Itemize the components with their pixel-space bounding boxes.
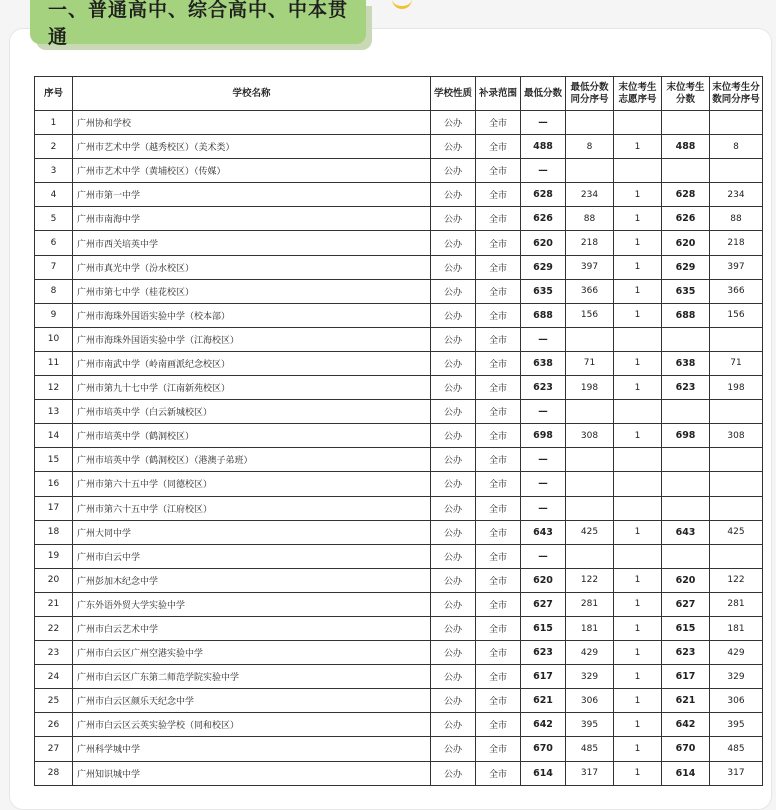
col-last-score-rank-cell <box>710 448 763 472</box>
col-last-choice-cell: 1 <box>614 713 662 737</box>
col-index-cell: 17 <box>35 496 73 520</box>
col-min-score-cell: — <box>521 544 566 568</box>
col-school-name-cell: 广州市白云艺术中学 <box>73 616 431 640</box>
col-last-choice-cell: 1 <box>614 376 662 400</box>
col-index-cell: 8 <box>35 279 73 303</box>
col-last-choice-cell: 1 <box>614 279 662 303</box>
col-min-score-rank-cell: 181 <box>566 616 614 640</box>
col-index-cell: 5 <box>35 207 73 231</box>
col-min-score-cell: 638 <box>521 351 566 375</box>
col-index-cell: 7 <box>35 255 73 279</box>
col-last-choice-cell <box>614 400 662 424</box>
col-school-name-cell: 广州市白云区颜乐天纪念中学 <box>73 689 431 713</box>
col-min-score-rank-cell: 317 <box>566 761 614 785</box>
col-school-type-cell: 公办 <box>431 327 476 351</box>
col-school-type-cell: 公办 <box>431 135 476 159</box>
col-last-score-cell <box>662 496 710 520</box>
col-last-choice-cell: 1 <box>614 641 662 665</box>
table-row <box>35 592 763 616</box>
col-min-score-cell: — <box>521 496 566 520</box>
col-range-cell: 全市 <box>476 207 521 231</box>
col-school-name-cell: 广州彭加木纪念中学 <box>73 568 431 592</box>
table-row <box>35 568 763 592</box>
col-min-score-rank-cell: 485 <box>566 737 614 761</box>
col-min-score-rank-cell: 88 <box>566 207 614 231</box>
table-header <box>35 77 763 111</box>
col-min-score-cell: — <box>521 472 566 496</box>
col-min-score-cell: 488 <box>521 135 566 159</box>
col-last-choice-cell: 1 <box>614 231 662 255</box>
col-school-name-cell: 广州市海珠外国语实验中学（校本部） <box>73 303 431 327</box>
col-index-cell: 19 <box>35 544 73 568</box>
col-index-cell: 28 <box>35 761 73 785</box>
col-school-type-cell: 公办 <box>431 207 476 231</box>
col-min-score-cell: 629 <box>521 255 566 279</box>
col-min-score-rank-cell: 306 <box>566 689 614 713</box>
col-min-score-rank-cell: 425 <box>566 520 614 544</box>
col-min-score-rank-cell <box>566 496 614 520</box>
col-last-score-cell: 629 <box>662 255 710 279</box>
col-range-cell: 全市 <box>476 568 521 592</box>
col-index-cell: 15 <box>35 448 73 472</box>
col-school-type-cell: 公办 <box>431 303 476 327</box>
table-row <box>35 183 763 207</box>
col-range-cell: 全市 <box>476 737 521 761</box>
col-school-name-header: 学校名称 <box>73 77 431 111</box>
col-min-score-cell: 635 <box>521 279 566 303</box>
col-last-score-rank-cell <box>710 159 763 183</box>
col-min-score-cell: 623 <box>521 376 566 400</box>
col-range-cell: 全市 <box>476 376 521 400</box>
col-range-cell: 全市 <box>476 255 521 279</box>
col-range-header: 补录范围 <box>476 77 521 111</box>
col-min-score-rank-cell <box>566 472 614 496</box>
col-index-cell: 4 <box>35 183 73 207</box>
col-last-score-cell: 627 <box>662 592 710 616</box>
col-range-cell: 全市 <box>476 761 521 785</box>
col-last-score-rank-cell <box>710 544 763 568</box>
col-school-type-cell: 公办 <box>431 568 476 592</box>
table-row <box>35 665 763 689</box>
col-range-cell: 全市 <box>476 424 521 448</box>
col-school-type-cell: 公办 <box>431 472 476 496</box>
col-last-score-rank-cell: 8 <box>710 135 763 159</box>
table-row <box>35 641 763 665</box>
col-min-score-rank-header: 最低分数同分序号 <box>566 77 614 111</box>
col-last-score-rank-cell: 218 <box>710 231 763 255</box>
col-min-score-rank-cell: 429 <box>566 641 614 665</box>
col-last-score-cell: 643 <box>662 520 710 544</box>
col-last-choice-cell: 1 <box>614 616 662 640</box>
col-last-score-rank-cell: 366 <box>710 279 763 303</box>
col-range-cell: 全市 <box>476 689 521 713</box>
col-last-score-rank-cell: 71 <box>710 351 763 375</box>
col-min-score-cell: 626 <box>521 207 566 231</box>
col-last-choice-cell: 1 <box>614 255 662 279</box>
col-school-name-cell: 广州市白云区广州空港实验中学 <box>73 641 431 665</box>
col-min-score-rank-cell <box>566 159 614 183</box>
col-min-score-cell: 614 <box>521 761 566 785</box>
table-row <box>35 327 763 351</box>
col-school-name-cell: 广州知识城中学 <box>73 761 431 785</box>
col-school-name-cell: 广州市第七中学（桂花校区） <box>73 279 431 303</box>
table-row <box>35 689 763 713</box>
col-last-choice-cell <box>614 111 662 135</box>
col-school-name-cell: 广州市白云区云英实验学校（同和校区） <box>73 713 431 737</box>
table-row <box>35 159 763 183</box>
col-index-cell: 26 <box>35 713 73 737</box>
table-row <box>35 135 763 159</box>
col-last-choice-cell: 1 <box>614 761 662 785</box>
col-school-type-cell: 公办 <box>431 641 476 665</box>
col-last-score-cell: 614 <box>662 761 710 785</box>
col-last-choice-header: 末位考生志愿序号 <box>614 77 662 111</box>
col-school-type-cell: 公办 <box>431 424 476 448</box>
table-row <box>35 400 763 424</box>
table-row <box>35 303 763 327</box>
col-last-score-cell <box>662 159 710 183</box>
table-row <box>35 761 763 785</box>
table-row <box>35 737 763 761</box>
col-school-type-cell: 公办 <box>431 616 476 640</box>
col-last-score-cell: 620 <box>662 231 710 255</box>
col-last-choice-cell: 1 <box>614 424 662 448</box>
decorative-swoosh <box>392 0 412 9</box>
col-school-name-cell: 广州市第六十五中学（同德校区） <box>73 472 431 496</box>
col-school-name-cell: 广州市培英中学（白云新城校区） <box>73 400 431 424</box>
col-last-choice-cell <box>614 472 662 496</box>
table-row <box>35 544 763 568</box>
col-range-cell: 全市 <box>476 231 521 255</box>
col-min-score-cell: 617 <box>521 665 566 689</box>
col-school-type-cell: 公办 <box>431 376 476 400</box>
col-min-score-rank-cell: 122 <box>566 568 614 592</box>
col-last-score-cell: 623 <box>662 641 710 665</box>
col-last-score-rank-cell <box>710 472 763 496</box>
col-last-score-cell: 642 <box>662 713 710 737</box>
col-last-score-cell: 638 <box>662 351 710 375</box>
col-range-cell: 全市 <box>476 159 521 183</box>
col-index-cell: 9 <box>35 303 73 327</box>
col-school-type-cell: 公办 <box>431 665 476 689</box>
col-index-cell: 3 <box>35 159 73 183</box>
col-last-score-cell: 635 <box>662 279 710 303</box>
col-index-cell: 13 <box>35 400 73 424</box>
col-school-name-cell: 广州市白云中学 <box>73 544 431 568</box>
col-last-choice-cell: 1 <box>614 689 662 713</box>
table-row <box>35 496 763 520</box>
col-last-choice-cell <box>614 448 662 472</box>
col-last-score-cell: 698 <box>662 424 710 448</box>
col-last-score-rank-cell <box>710 496 763 520</box>
col-school-type-cell: 公办 <box>431 183 476 207</box>
col-last-score-cell <box>662 544 710 568</box>
col-school-name-cell: 广州市白云区广东第二师范学院实验中学 <box>73 665 431 689</box>
col-last-score-rank-cell: 181 <box>710 616 763 640</box>
col-last-score-rank-cell: 122 <box>710 568 763 592</box>
col-min-score-rank-cell: 397 <box>566 255 614 279</box>
col-school-type-cell: 公办 <box>431 231 476 255</box>
col-min-score-cell: 623 <box>521 641 566 665</box>
col-index-cell: 11 <box>35 351 73 375</box>
table-row <box>35 111 763 135</box>
col-index-cell: 6 <box>35 231 73 255</box>
col-last-score-cell: 620 <box>662 568 710 592</box>
col-school-name-cell: 广州大同中学 <box>73 520 431 544</box>
col-min-score-cell: 628 <box>521 183 566 207</box>
col-min-score-cell: — <box>521 111 566 135</box>
col-range-cell: 全市 <box>476 520 521 544</box>
table-row <box>35 207 763 231</box>
col-min-score-rank-cell <box>566 400 614 424</box>
col-range-cell: 全市 <box>476 641 521 665</box>
col-last-score-rank-cell: 425 <box>710 520 763 544</box>
col-last-score-cell <box>662 472 710 496</box>
col-last-choice-cell: 1 <box>614 207 662 231</box>
admission-table <box>34 76 763 786</box>
col-min-score-rank-cell <box>566 544 614 568</box>
col-last-score-rank-cell: 234 <box>710 183 763 207</box>
col-index-cell: 18 <box>35 520 73 544</box>
col-last-score-rank-cell: 485 <box>710 737 763 761</box>
table-row <box>35 351 763 375</box>
col-index-cell: 22 <box>35 616 73 640</box>
col-last-score-rank-cell: 88 <box>710 207 763 231</box>
col-school-type-cell: 公办 <box>431 351 476 375</box>
col-last-choice-cell: 1 <box>614 351 662 375</box>
col-last-score-cell <box>662 400 710 424</box>
col-last-choice-cell <box>614 159 662 183</box>
col-school-type-cell: 公办 <box>431 689 476 713</box>
col-last-choice-cell: 1 <box>614 592 662 616</box>
col-last-score-cell: 621 <box>662 689 710 713</box>
col-min-score-rank-cell: 8 <box>566 135 614 159</box>
col-school-name-cell: 广州市第六十五中学（江府校区） <box>73 496 431 520</box>
col-min-score-cell: 620 <box>521 231 566 255</box>
col-last-score-rank-cell: 281 <box>710 592 763 616</box>
col-school-type-cell: 公办 <box>431 159 476 183</box>
col-last-score-rank-cell: 308 <box>710 424 763 448</box>
col-index-cell: 24 <box>35 665 73 689</box>
col-last-score-rank-header: 末位考生分数同分序号 <box>710 77 763 111</box>
col-last-choice-cell: 1 <box>614 568 662 592</box>
col-school-name-cell: 广州市南海中学 <box>73 207 431 231</box>
col-school-type-cell: 公办 <box>431 544 476 568</box>
col-index-cell: 2 <box>35 135 73 159</box>
col-last-choice-cell: 1 <box>614 303 662 327</box>
col-last-score-cell: 623 <box>662 376 710 400</box>
col-last-score-rank-cell <box>710 111 763 135</box>
col-range-cell: 全市 <box>476 472 521 496</box>
col-min-score-rank-cell: 218 <box>566 231 614 255</box>
col-school-name-cell: 广州科学城中学 <box>73 737 431 761</box>
col-min-score-cell: — <box>521 327 566 351</box>
col-school-name-cell: 广州市南武中学（岭南画派纪念校区） <box>73 351 431 375</box>
col-index-cell: 23 <box>35 641 73 665</box>
col-min-score-cell: — <box>521 159 566 183</box>
table-row <box>35 713 763 737</box>
col-min-score-cell: 627 <box>521 592 566 616</box>
col-last-choice-cell: 1 <box>614 183 662 207</box>
col-min-score-rank-cell <box>566 448 614 472</box>
col-range-cell: 全市 <box>476 111 521 135</box>
col-last-score-cell: 626 <box>662 207 710 231</box>
col-range-cell: 全市 <box>476 183 521 207</box>
col-school-type-cell: 公办 <box>431 279 476 303</box>
col-index-cell: 12 <box>35 376 73 400</box>
col-min-score-cell: 670 <box>521 737 566 761</box>
table-row <box>35 448 763 472</box>
col-range-cell: 全市 <box>476 327 521 351</box>
col-school-name-cell: 广东外语外贸大学实验中学 <box>73 592 431 616</box>
col-last-score-rank-cell: 429 <box>710 641 763 665</box>
col-index-cell: 14 <box>35 424 73 448</box>
table-row <box>35 279 763 303</box>
col-last-score-cell: 670 <box>662 737 710 761</box>
col-school-type-cell: 公办 <box>431 737 476 761</box>
col-last-choice-cell: 1 <box>614 737 662 761</box>
col-min-score-header: 最低分数 <box>521 77 566 111</box>
col-last-score-cell <box>662 111 710 135</box>
col-school-type-cell: 公办 <box>431 761 476 785</box>
col-range-cell: 全市 <box>476 303 521 327</box>
col-last-score-cell: 488 <box>662 135 710 159</box>
col-last-score-rank-cell: 198 <box>710 376 763 400</box>
col-last-score-rank-cell: 317 <box>710 761 763 785</box>
col-min-score-rank-cell: 395 <box>566 713 614 737</box>
col-school-name-cell: 广州市第九十七中学（江南新苑校区） <box>73 376 431 400</box>
col-range-cell: 全市 <box>476 351 521 375</box>
col-last-score-rank-cell: 156 <box>710 303 763 327</box>
banner-bar <box>30 0 366 48</box>
col-school-type-cell: 公办 <box>431 111 476 135</box>
table-row <box>35 616 763 640</box>
col-min-score-cell: 688 <box>521 303 566 327</box>
col-range-cell: 全市 <box>476 496 521 520</box>
col-school-name-cell: 广州市培英中学（鹤洞校区）（港澳子弟班） <box>73 448 431 472</box>
col-last-score-cell <box>662 448 710 472</box>
col-index-cell: 27 <box>35 737 73 761</box>
table-row <box>35 424 763 448</box>
table-row <box>35 255 763 279</box>
col-min-score-rank-cell: 71 <box>566 351 614 375</box>
col-min-score-cell: 698 <box>521 424 566 448</box>
col-last-score-rank-cell: 395 <box>710 713 763 737</box>
col-school-type-cell: 公办 <box>431 520 476 544</box>
col-min-score-rank-cell: 329 <box>566 665 614 689</box>
table-row <box>35 472 763 496</box>
col-index-header: 序号 <box>35 77 73 111</box>
col-last-score-cell <box>662 327 710 351</box>
col-min-score-cell: 621 <box>521 689 566 713</box>
col-last-choice-cell: 1 <box>614 520 662 544</box>
table-row <box>35 520 763 544</box>
col-school-name-cell: 广州市海珠外国语实验中学（江海校区） <box>73 327 431 351</box>
col-min-score-rank-cell <box>566 111 614 135</box>
col-range-cell: 全市 <box>476 279 521 303</box>
col-range-cell: 全市 <box>476 135 521 159</box>
col-last-score-cell: 628 <box>662 183 710 207</box>
col-range-cell: 全市 <box>476 592 521 616</box>
col-school-name-cell: 广州市西关培英中学 <box>73 231 431 255</box>
col-min-score-rank-cell: 308 <box>566 424 614 448</box>
col-range-cell: 全市 <box>476 616 521 640</box>
col-range-cell: 全市 <box>476 665 521 689</box>
col-school-type-cell: 公办 <box>431 448 476 472</box>
col-min-score-cell: — <box>521 448 566 472</box>
col-range-cell: 全市 <box>476 448 521 472</box>
col-min-score-rank-cell: 234 <box>566 183 614 207</box>
col-min-score-rank-cell <box>566 327 614 351</box>
col-last-choice-cell: 1 <box>614 135 662 159</box>
col-school-name-cell: 广州市艺术中学（黄埔校区）（传媒） <box>73 159 431 183</box>
col-last-choice-cell <box>614 544 662 568</box>
col-last-score-rank-cell <box>710 327 763 351</box>
col-school-name-cell: 广州市艺术中学（越秀校区）（美术类） <box>73 135 431 159</box>
col-range-cell: 全市 <box>476 544 521 568</box>
col-range-cell: 全市 <box>476 400 521 424</box>
col-last-score-rank-cell <box>710 400 763 424</box>
col-last-score-cell: 615 <box>662 616 710 640</box>
col-index-cell: 21 <box>35 592 73 616</box>
col-last-score-rank-cell: 306 <box>710 689 763 713</box>
table-row <box>35 231 763 255</box>
col-last-choice-cell: 1 <box>614 665 662 689</box>
col-school-name-cell: 广州市真光中学（汾水校区） <box>73 255 431 279</box>
col-last-score-rank-cell: 397 <box>710 255 763 279</box>
col-min-score-cell: 615 <box>521 616 566 640</box>
col-school-type-cell: 公办 <box>431 255 476 279</box>
col-range-cell: 全市 <box>476 713 521 737</box>
col-last-choice-cell <box>614 496 662 520</box>
col-last-choice-cell <box>614 327 662 351</box>
col-school-type-cell: 公办 <box>431 713 476 737</box>
col-index-cell: 25 <box>35 689 73 713</box>
col-last-score-cell: 617 <box>662 665 710 689</box>
col-min-score-cell: 620 <box>521 568 566 592</box>
col-min-score-rank-cell: 156 <box>566 303 614 327</box>
col-min-score-cell: 642 <box>521 713 566 737</box>
col-min-score-rank-cell: 281 <box>566 592 614 616</box>
col-index-cell: 16 <box>35 472 73 496</box>
col-last-score-header: 末位考生分数 <box>662 77 710 111</box>
table-body <box>35 111 763 786</box>
col-index-cell: 20 <box>35 568 73 592</box>
col-school-type-cell: 公办 <box>431 592 476 616</box>
section-title: 一、普通高中、综合高中、中本贯通 <box>48 0 349 48</box>
col-index-cell: 10 <box>35 327 73 351</box>
col-last-score-cell: 688 <box>662 303 710 327</box>
table-row <box>35 376 763 400</box>
col-min-score-cell: 643 <box>521 520 566 544</box>
col-min-score-rank-cell: 198 <box>566 376 614 400</box>
section-banner <box>30 0 372 50</box>
col-school-type-cell: 公办 <box>431 496 476 520</box>
col-last-score-rank-cell: 329 <box>710 665 763 689</box>
col-school-name-cell: 广州市培英中学（鹤洞校区） <box>73 424 431 448</box>
col-school-name-cell: 广州市第一中学 <box>73 183 431 207</box>
col-school-name-cell: 广州协和学校 <box>73 111 431 135</box>
col-index-cell: 1 <box>35 111 73 135</box>
col-school-type-header: 学校性质 <box>431 77 476 111</box>
col-min-score-cell: — <box>521 400 566 424</box>
col-min-score-rank-cell: 366 <box>566 279 614 303</box>
col-school-type-cell: 公办 <box>431 400 476 424</box>
